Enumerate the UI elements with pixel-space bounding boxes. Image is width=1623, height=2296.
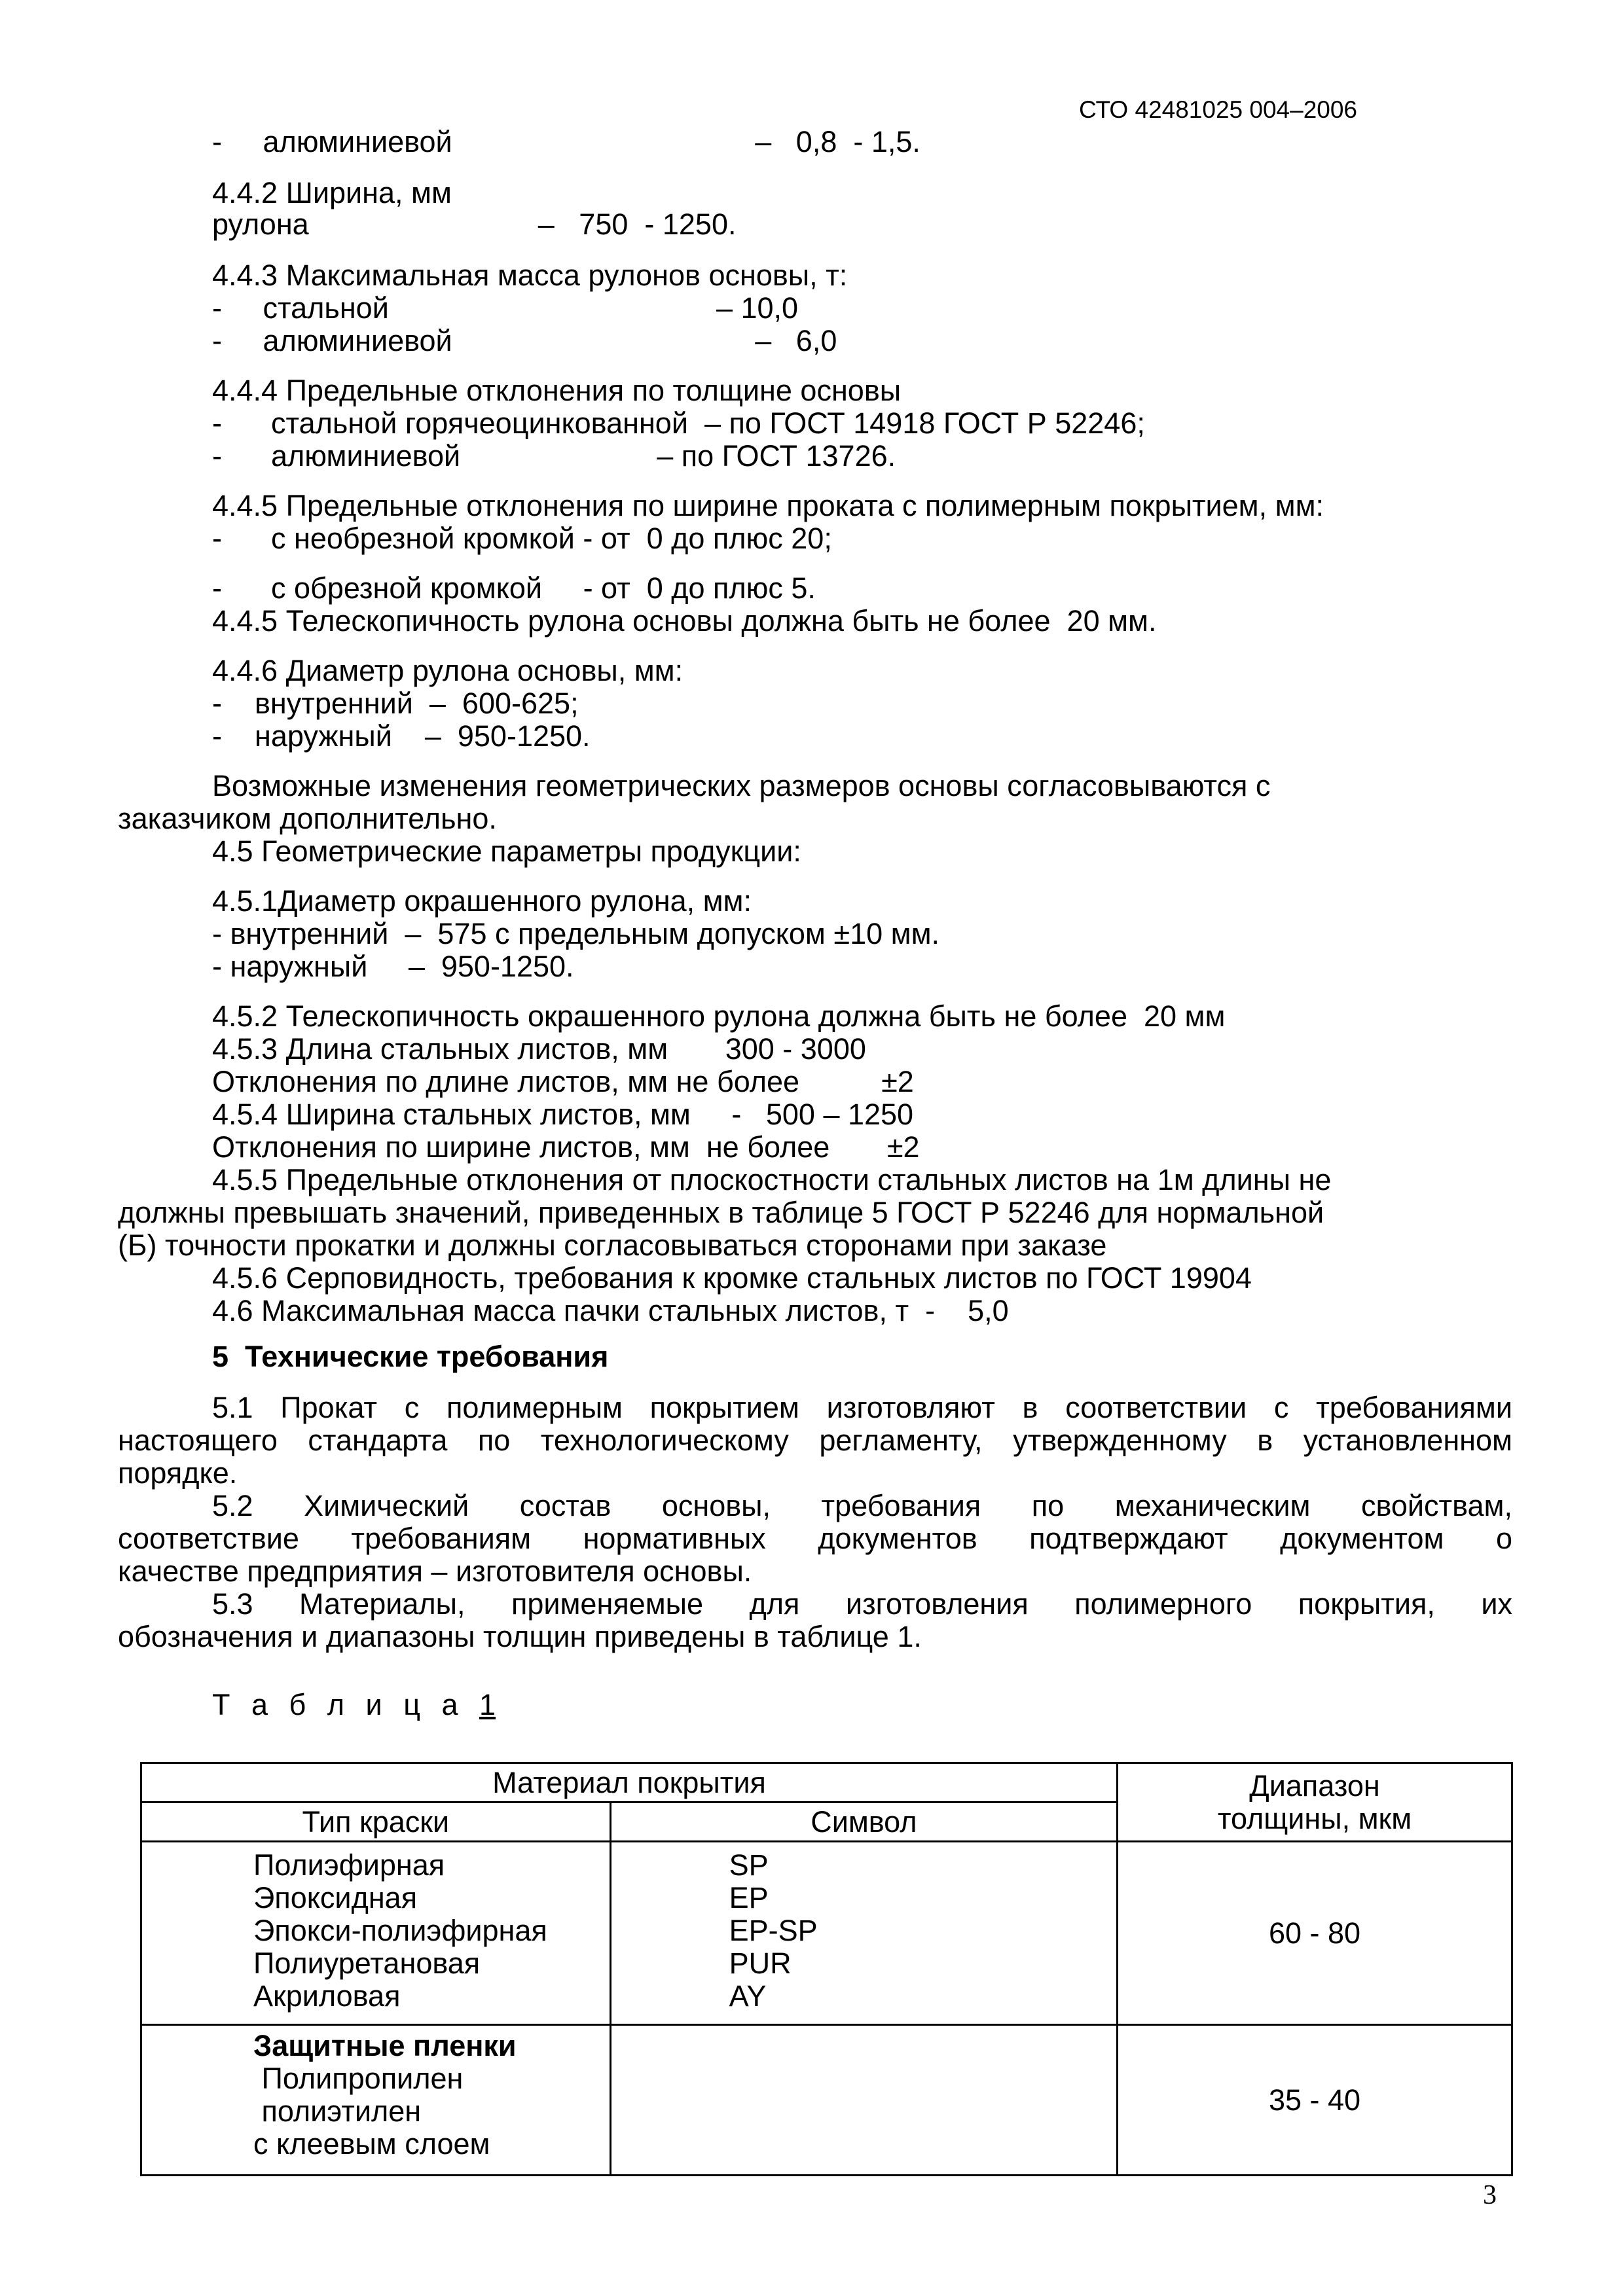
text-line: 4.5.4 Ширина стальных листов, мм - 500 – 1250: [212, 1098, 914, 1131]
section-heading: 5 Технические требования: [212, 1340, 609, 1373]
text-line: Отклонения по ширине листов, мм не более ±2: [212, 1130, 920, 1164]
text-line: 4.5.1Диаметр окрашенного рулона, мм:: [212, 884, 752, 918]
text-line: - с необрезной кромкой - от 0 до плюс 20;: [212, 522, 832, 555]
text-line: - внутренний – 575 с предельным допуском ±10 мм.: [212, 917, 940, 950]
symbols-cell: [610, 1842, 1117, 2025]
header-material-group: Материал покрытия: [141, 1763, 1118, 1803]
text-line: заказчиком дополнительно.: [118, 802, 497, 835]
text-line: должны превышать значений, приведенных в таблице 5 ГОСТ Р 52246 для нормальной: [118, 1196, 1324, 1229]
paragraph-line: 5.1 Прокат с полимерным покрытием изготовляют в соответствии с требованиями: [212, 1391, 1512, 1424]
header-thickness-range: Диапазон толщины, мкм: [1118, 1763, 1512, 1842]
text-line: (Б) точности прокатки и должны согласовываться сторонами при заказе: [118, 1229, 1107, 1262]
films-cell: [141, 2025, 611, 2176]
table-row: [141, 1842, 1512, 2025]
thickness-range-value: 60 - 80: [1118, 1842, 1512, 2025]
text-line: 4.4.2 Ширина, мм: [212, 176, 452, 209]
paragraph-line: соответствие требованиям нормативных документов подтверждают документом о: [118, 1522, 1512, 1555]
table-row: [141, 2025, 1512, 2176]
paint-types: Полиэфирная Эпоксидная Эпокси-полиэфирная Полиуретановая Акриловая: [253, 1848, 547, 2013]
text-line: - наружный – 950-1250.: [212, 719, 591, 753]
text-line: - с обрезной кромкой - от 0 до плюс 5.: [212, 571, 816, 605]
text-line: 4.6 Максимальная масса пачки стальных листов, т - 5,0: [212, 1294, 1009, 1327]
paragraph-line: качестве предприятия – изготовителя основы.: [118, 1554, 752, 1588]
page-number: 3: [1483, 2180, 1497, 2210]
paragraph-line: настоящего стандарта по технологическому регламенту, утвержденному в установленном: [118, 1424, 1512, 1457]
text-line: 4.4.3 Максимальная масса рулонов основы, т:: [212, 259, 848, 292]
paragraph-line: 5.2 Химический состав основы, требования по механическим свойствам,: [212, 1489, 1512, 1522]
text-line: - стальной горячеоцинкованной – по ГОСТ 14918 ГОСТ Р 52246;: [212, 406, 1145, 440]
paint-types-cell: [141, 1842, 611, 2025]
text-line: - наружный – 950-1250.: [212, 950, 574, 983]
paragraph-line: обозначения и диапазоны толщин приведены в таблице 1.: [118, 1620, 922, 1653]
empty-symbol-cell: [610, 2025, 1117, 2176]
text-line: 4.5.3 Длина стальных листов, мм 300 - 3000: [212, 1032, 866, 1066]
text-line: 4.4.6 Диаметр рулона основы, мм:: [212, 654, 684, 687]
text-line: 4.4.4 Предельные отклонения по толщине основы: [212, 374, 902, 407]
coating-materials-table: [140, 1762, 1513, 2176]
text-line: рулона – 750 - 1250.: [212, 207, 737, 241]
paragraph-line: 5.3 Материалы, применяемые для изготовления полимерного покрытия, их: [212, 1587, 1512, 1621]
paragraph-line: порядке.: [118, 1456, 238, 1490]
protective-films-title: Защитные пленки: [253, 2029, 517, 2062]
table-caption: [212, 1689, 496, 1721]
symbols: SP EP EP-SP PUR AY: [729, 1848, 818, 2013]
header-symbol: Символ: [610, 1803, 1117, 1842]
text-line: 4.5 Геометрические параметры продукции:: [212, 834, 801, 868]
text-line: - алюминиевой – по ГОСТ 13726.: [212, 439, 896, 473]
table-caption-prefix: Т а б л и ц а: [212, 1688, 480, 1721]
text-line: 4.5.5 Предельные отклонения от плоскостности стальных листов на 1м длины не: [212, 1163, 1332, 1196]
table-caption-number: 1: [479, 1688, 496, 1721]
text-line: - внутренний – 600-625;: [212, 687, 579, 720]
document-code: СТО 42481025 004–2006: [1079, 96, 1358, 123]
text-line: 4.5.2 Телескопичность окрашенного рулона должна быть не более 20 мм: [212, 999, 1226, 1033]
thickness-range-value: 35 - 40: [1118, 2025, 1512, 2176]
film-types: Полипропилен полиэтилен с клеевым слоем: [253, 2062, 490, 2161]
text-line: - алюминиевой – 6,0: [212, 324, 837, 357]
text-line: 4.5.6 Серповидность, требования к кромке стальных листов по ГОСТ 19904: [212, 1261, 1252, 1295]
text-line: 4.4.5 Телескопичность рулона основы должна быть не более 20 мм.: [212, 604, 1157, 637]
text-line: - стальной – 10,0: [212, 291, 799, 325]
text-line: - алюминиевой – 0,8 - 1,5.: [212, 125, 921, 158]
text-line: Отклонения по длине листов, мм не более ±2: [212, 1065, 914, 1098]
text-line: Возможные изменения геометрических размеров основы согласовываются с: [212, 769, 1271, 802]
text-line: 4.4.5 Предельные отклонения по ширине проката с полимерным покрытием, мм:: [212, 489, 1324, 522]
header-paint-type: Тип краски: [141, 1803, 611, 1842]
